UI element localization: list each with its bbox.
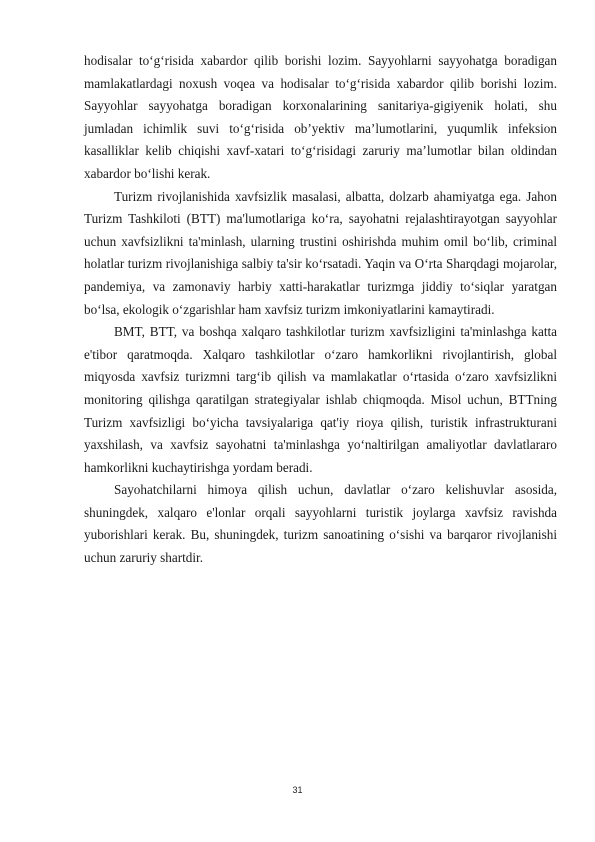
document-body [84, 50, 557, 570]
paragraph-3: BMT, BTT, va boshqa xalqaro tashkilotlar turizm xavfsizligini ta'minlashga katta e'tibor qaratmoqda. Xalqaro tashkilotlar o‘zaro hamkorlikni rivojlantirish, global miqyosda xavfsiz turizmni targ‘ib qilish va mamlakatlar o‘rtasida o‘zaro xavfsizlikni monitoring qilishga qaratilgan strategiyalar ishlab chiqmoqda. Misol uchun, BTTning Turizm xavfsizligi bo‘yicha tavsiyalariga qat'iy rioya qilish, turistik infrastrukturani yaxshilash, va xavfsiz sayohatni ta'minlashga yo‘naltirilgan amaliyotlar davlatlararo hamkorlikni kuchaytirishga yordam beradi. [84, 324, 557, 475]
page-number: 31 [292, 785, 303, 795]
paragraph-1: hodisalar to‘g‘risida xabardor qilib borishi lozim. Sayyohlarni sayyohatga boradigan mamlakatlardagi noxush voqea va hodisalar to‘g‘risida xabardor qilib borishi lozim. Sayyohlar sayyohatga boradigan korxonalarining sanitariya-gigiyenik holati, shu jumladan ichimlik suvi to‘g‘risida ob’yektiv ma’lumotlarini, yuqumlik infeksion kasalliklar kelib chiqishi xavf-xatari to‘g‘risidagi zaruriy ma’lumotlar bilan oldindan xabardor bo‘lishi kerak. [84, 53, 557, 181]
paragraph-2: Turizm rivojlanishida xavfsizlik masalasi, albatta, dolzarb ahamiyatga ega. Jahon Turizm Tashkiloti (BTT) ma'lumotlariga ko‘ra, sayohatni rejalashtirayotgan sayyohlar uchun xavfsizlikni ta'minlash, ularning trustini oshirishda muhim omil bo‘lib, criminal holatlar turizm rivojlanishiga salbiy ta'sir ko‘rsatadi. Yaqin va O‘rta Sharqdagi mojarolar, pandemiya, va zamonaviy harbiy xatti-harakatlar turizmga jiddiy to‘siqlar yaratgan bo‘lsa, ekologik o‘zgarishlar ham xavfsiz turizm imkoniyatlarini kamaytiradi. [84, 188, 557, 317]
paragraph-4: Sayohatchilarni himoya qilish uchun, davlatlar o‘zaro kelishuvlar asosida, shuningdek, xalqaro e'lonlar orqali sayyohlarni turistik joylarga xavfsiz ravishda yuborishlari kerak. Bu, shuningdek, turizm sanoatining o‘sishi va barqaror rivojlanishi uchun zaruriy shartdir. [84, 482, 557, 566]
